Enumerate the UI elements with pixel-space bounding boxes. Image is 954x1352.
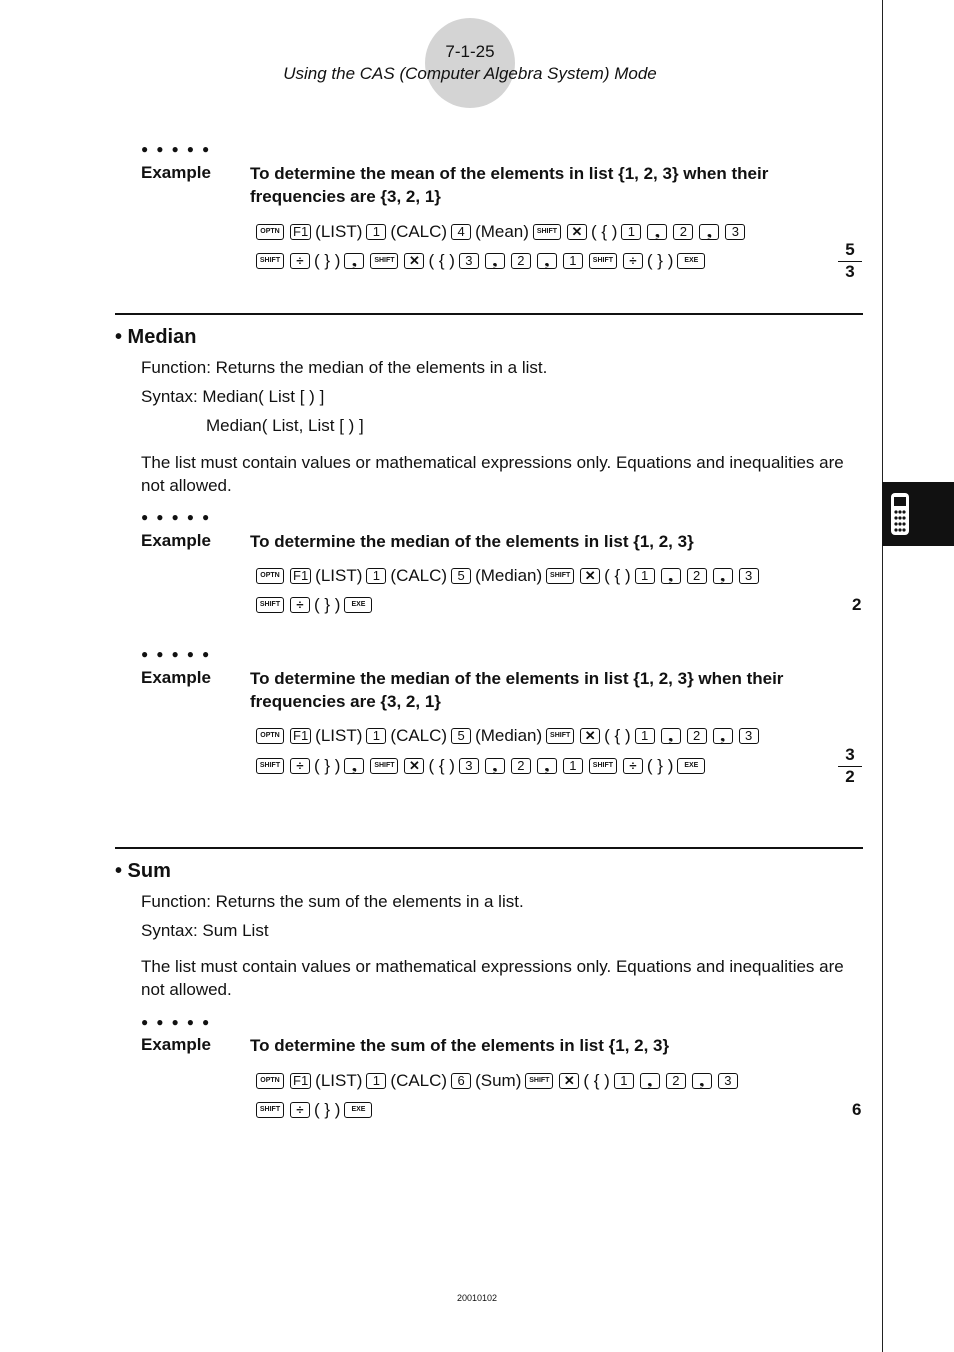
section-divider — [115, 313, 863, 315]
function-description: Function: Returns the sum of the elements in a list. — [141, 892, 524, 911]
calculator-key: ÷ — [290, 253, 310, 269]
right-margin-rule — [882, 0, 883, 1352]
calculator-key: ÷ — [623, 253, 643, 269]
example-description: To determine the sum of the elements in list {1, 2, 3} — [250, 1036, 670, 1055]
calculator-key: ❟ — [485, 758, 505, 774]
calculator-icon — [890, 492, 910, 536]
calculator-key: ❟ — [692, 1073, 712, 1089]
calculator-key: 2 — [511, 253, 531, 269]
key-sequence — [253, 595, 375, 615]
result-value: 6 — [852, 1100, 862, 1119]
calculator-key: 1 — [563, 253, 583, 269]
calculator-key: 3 — [718, 1073, 738, 1089]
calculator-key: F1 — [290, 1073, 311, 1089]
key-annotation: (LIST) — [315, 1071, 363, 1090]
calculator-key: ❟ — [640, 1073, 660, 1089]
calculator-key: ❟ — [344, 758, 364, 774]
calculator-key: ✕ — [580, 728, 600, 744]
key-sequence — [253, 222, 748, 242]
calculator-key: F1 — [290, 568, 311, 584]
key-annotation: ( { ) — [590, 222, 618, 241]
key-annotation: (LIST) — [315, 726, 363, 745]
key-annotation: (LIST) — [315, 566, 363, 585]
calculator-key: 1 — [366, 1073, 386, 1089]
function-description: Function: Returns the median of the elements in a list. — [141, 358, 548, 377]
calculator-key: ❟ — [344, 253, 364, 269]
key-annotation: ( } ) — [314, 756, 341, 775]
page-number-badge — [425, 18, 515, 108]
calculator-key: 3 — [725, 224, 745, 240]
example-label: Example — [141, 531, 211, 550]
example-dots: ●●●●● — [141, 1015, 218, 1029]
footer-code: 20010102 — [456, 1293, 498, 1303]
key-annotation: ( { ) — [604, 726, 631, 745]
calculator-key: 3 — [459, 758, 479, 774]
example-dots: ●●●●● — [141, 510, 218, 524]
calculator-key: SHIFT — [589, 758, 617, 774]
section-title-median: • Median — [115, 326, 197, 348]
calculator-key: 6 — [451, 1073, 471, 1089]
result-numerator: 5 — [838, 240, 862, 262]
calculator-key: 1 — [563, 758, 583, 774]
calculator-key: OPTN — [256, 224, 284, 240]
key-annotation: (Sum) — [475, 1071, 522, 1090]
calculator-key: SHIFT — [546, 728, 574, 744]
key-annotation: (CALC) — [390, 726, 448, 745]
result-value: 2 — [852, 595, 862, 614]
page-number: 7-1-25 — [445, 42, 495, 61]
key-annotation: (CALC) — [390, 566, 448, 585]
key-annotation: (Mean) — [475, 222, 529, 241]
calculator-key: EXE — [344, 597, 372, 613]
calculator-key: ❟ — [537, 758, 557, 774]
key-annotation: ( } ) — [314, 251, 341, 270]
key-annotation: ( { ) — [604, 566, 631, 585]
example-description: To determine the median of the elements in list {1, 2, 3} — [250, 532, 694, 551]
section-divider — [115, 847, 863, 849]
key-annotation: ( { ) — [428, 756, 455, 775]
calculator-key: 2 — [687, 728, 707, 744]
syntax-line: Syntax: Sum List — [141, 921, 269, 940]
key-sequence — [253, 1100, 375, 1120]
calculator-key: SHIFT — [546, 568, 574, 584]
result-fraction — [838, 745, 862, 787]
result-numerator: 3 — [838, 745, 862, 767]
key-annotation: (CALC) — [390, 222, 448, 241]
calculator-key: ❟ — [661, 728, 681, 744]
calculator-key: ✕ — [580, 568, 600, 584]
calculator-key: 5 — [451, 728, 471, 744]
calculator-key: ✕ — [559, 1073, 579, 1089]
calculator-key: 2 — [666, 1073, 686, 1089]
example-label: Example — [141, 163, 211, 182]
calculator-key: SHIFT — [370, 758, 398, 774]
calculator-key: EXE — [677, 758, 705, 774]
example-label: Example — [141, 1035, 211, 1054]
example-dots: ●●●●● — [141, 647, 218, 661]
key-sequence — [253, 566, 762, 586]
calculator-key: ÷ — [623, 758, 643, 774]
page-title: Using the CAS (Computer Algebra System) Mode — [283, 64, 657, 83]
result-fraction — [838, 240, 862, 282]
calculator-key: ✕ — [404, 253, 424, 269]
calculator-key: 1 — [366, 568, 386, 584]
calculator-key: EXE — [677, 253, 705, 269]
calculator-key: ÷ — [290, 597, 310, 613]
key-annotation: ( } ) — [314, 595, 341, 614]
calculator-key: 1 — [621, 224, 641, 240]
calculator-key: 4 — [451, 224, 471, 240]
calculator-key: OPTN — [256, 568, 284, 584]
key-annotation: ( } ) — [314, 1100, 341, 1119]
calculator-key: 2 — [673, 224, 693, 240]
calculator-key: EXE — [344, 1102, 372, 1118]
key-annotation: (Median) — [475, 566, 543, 585]
example-label: Example — [141, 668, 211, 687]
calculator-key: ❟ — [713, 568, 733, 584]
calculator-key: 3 — [739, 728, 759, 744]
calculator-key: F1 — [290, 728, 311, 744]
example-description: To determine the mean of the elements in list {1, 2, 3} when their frequencies are {3, 2, 1} — [250, 164, 769, 206]
result-denominator: 2 — [845, 767, 855, 786]
key-annotation: ( { ) — [583, 1071, 610, 1090]
calculator-key: 5 — [451, 568, 471, 584]
key-annotation: ( { ) — [428, 251, 455, 270]
key-sequence — [253, 1071, 741, 1091]
calculator-key: 1 — [635, 568, 655, 584]
calculator-key: F1 — [290, 224, 311, 240]
calculator-key: 1 — [614, 1073, 634, 1089]
calculator-key: SHIFT — [256, 253, 284, 269]
calculator-key: ❟ — [647, 224, 667, 240]
key-annotation: (Median) — [475, 726, 543, 745]
example-dots: ●●●●● — [141, 142, 218, 156]
calculator-key: 1 — [366, 224, 386, 240]
calculator-key: SHIFT — [256, 597, 284, 613]
calculator-key: SHIFT — [533, 224, 561, 240]
calculator-key: SHIFT — [370, 253, 398, 269]
syntax-line: Syntax: Median( List [ ) ] — [141, 387, 325, 406]
key-sequence — [253, 251, 708, 271]
calculator-key: ❟ — [485, 253, 505, 269]
syntax-line: Median( List, List [ ) ] — [206, 416, 364, 435]
calculator-key: ❟ — [661, 568, 681, 584]
calculator-key: SHIFT — [256, 758, 284, 774]
key-annotation: (CALC) — [390, 1071, 448, 1090]
calculator-key: OPTN — [256, 1073, 284, 1089]
calculator-key: SHIFT — [256, 1102, 284, 1118]
calculator-key: 3 — [459, 253, 479, 269]
key-annotation: ( } ) — [646, 251, 674, 270]
calculator-key: 2 — [511, 758, 531, 774]
calculator-key: 3 — [739, 568, 759, 584]
calculator-key: 1 — [366, 728, 386, 744]
calculator-key: ✕ — [567, 224, 587, 240]
calculator-key: OPTN — [256, 728, 284, 744]
note-paragraph: The list must contain values or mathematical expressions only. Equations and inequalities are not allowed. — [141, 957, 844, 999]
calculator-key: ❟ — [699, 224, 719, 240]
key-annotation: (LIST) — [315, 222, 363, 241]
key-annotation: ( } ) — [646, 756, 674, 775]
calculator-key: 2 — [687, 568, 707, 584]
section-title-sum: • Sum — [115, 860, 171, 882]
calculator-key: ÷ — [290, 1102, 310, 1118]
calculator-key: ÷ — [290, 758, 310, 774]
calculator-key: 1 — [635, 728, 655, 744]
calculator-key: ❟ — [713, 728, 733, 744]
chapter-tab — [882, 482, 954, 546]
key-sequence — [253, 756, 708, 776]
key-sequence — [253, 726, 762, 746]
result-denominator: 3 — [845, 262, 855, 281]
calculator-key: ✕ — [404, 758, 424, 774]
calculator-key: SHIFT — [589, 253, 617, 269]
note-paragraph: The list must contain values or mathematical expressions only. Equations and inequalities are not allowed. — [141, 453, 844, 495]
calculator-key: SHIFT — [525, 1073, 553, 1089]
calculator-key: ❟ — [537, 253, 557, 269]
example-description: To determine the median of the elements in list {1, 2, 3} when their frequencies are {3, 2, 1} — [250, 669, 784, 711]
